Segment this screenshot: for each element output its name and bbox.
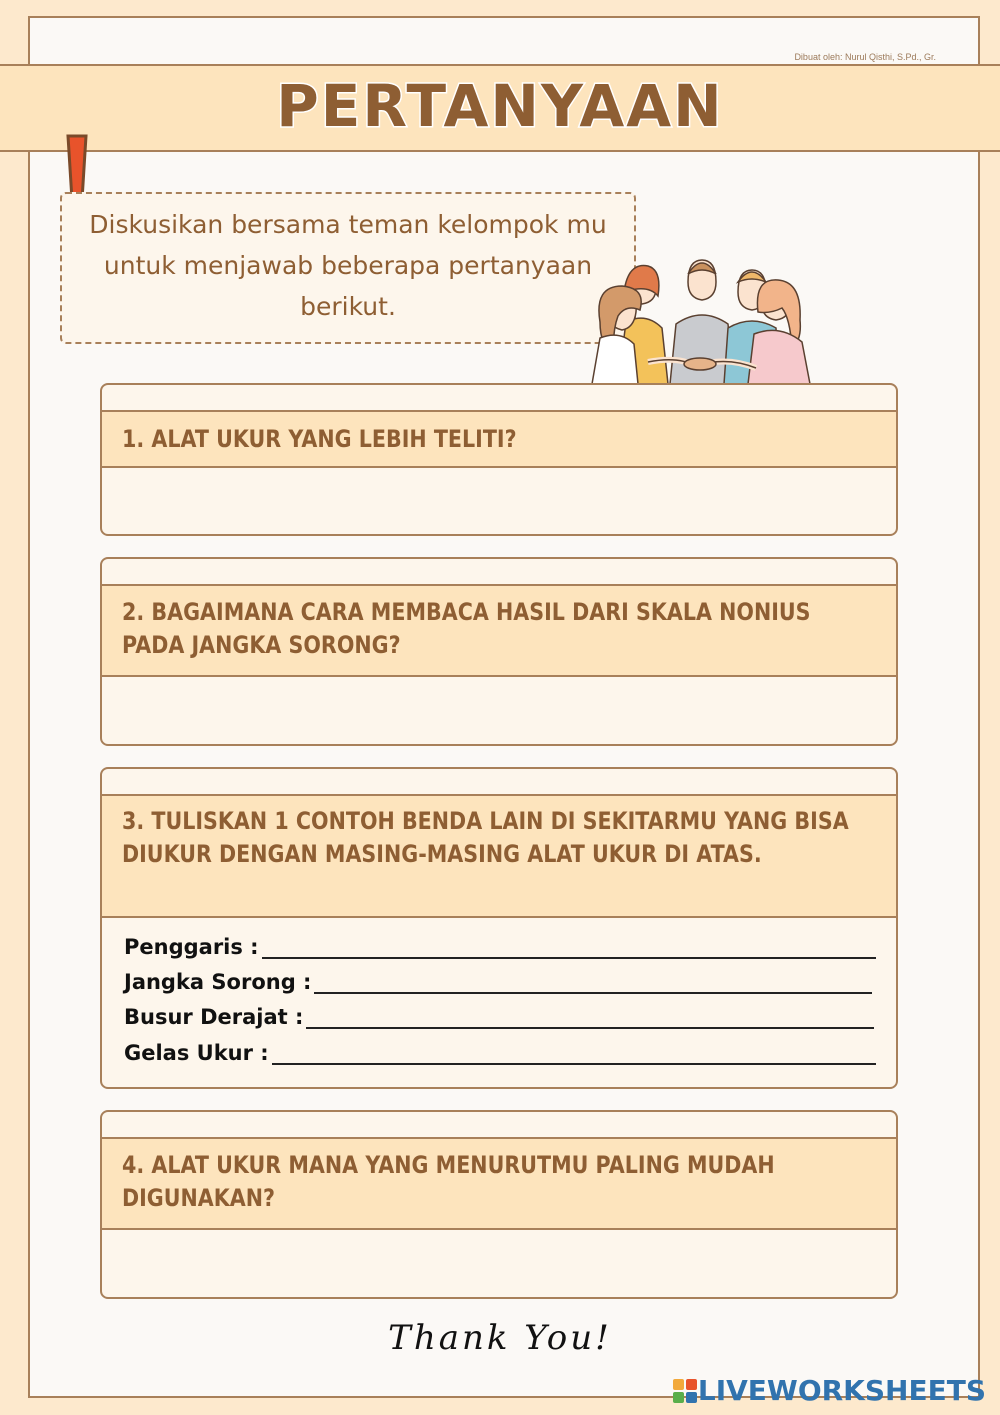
author-credit: Dibuat oleh: Nurul Qisthi, S.Pd., Gr. [794, 52, 936, 62]
page-title: PERTANYAAN [276, 72, 724, 140]
question-text-1: 1. ALAT UKUR YANG LEBIH TELITI? [122, 425, 517, 453]
question-card-3 [100, 767, 898, 1089]
answer-label-gelas-ukur: Gelas Ukur : [124, 1041, 269, 1065]
answer-line-gelas-ukur[interactable] [272, 1043, 876, 1065]
answer-line-penggaris[interactable] [262, 937, 876, 959]
question-card-1 [100, 383, 898, 536]
liveworksheets-logo[interactable] [672, 1374, 986, 1407]
answer-label-busur-derajat: Busur Derajat : [124, 1005, 304, 1029]
answer-row-penggaris [124, 931, 876, 959]
question-band-1 [102, 410, 896, 468]
question-text-4: 4. ALAT UKUR MANA YANG MENURUTMU PALING MUDAH DIGUNAKAN? [122, 1151, 775, 1212]
thank-you-signature: Thank You! [388, 1318, 612, 1358]
answer-row-jangka-sorong [124, 966, 872, 994]
question-band-4 [102, 1137, 896, 1230]
question-band-3 [102, 794, 896, 918]
question-text-3: 3. TULISKAN 1 CONTOH BENDA LAIN DI SEKITARMU YANG BISA DIUKUR DENGAN MASING-MASING ALAT UKUR DI ATAS. [122, 807, 849, 868]
answer-label-penggaris: Penggaris : [124, 935, 259, 959]
liveworksheets-icon [672, 1378, 698, 1404]
answer-label-jangka-sorong: Jangka Sorong : [124, 970, 312, 994]
team-illustration [588, 252, 818, 384]
question-card-4 [100, 1110, 898, 1299]
answer-line-busur-derajat[interactable] [306, 1007, 874, 1029]
question-card-2 [100, 557, 898, 746]
answer-row-gelas-ukur [124, 1037, 876, 1065]
question-band-2 [102, 584, 896, 677]
liveworksheets-wordmark: LIVEWORKSHEETS [697, 1374, 986, 1407]
question-text-2: 2. BAGAIMANA CARA MEMBACA HASIL DARI SKALA NONIUS PADA JANGKA SORONG? [122, 598, 811, 659]
answer-row-busur-derajat [124, 1001, 874, 1029]
instruction-text: Diskusikan bersama teman kelompok mu untuk menjawab beberapa pertanyaan berikut. [89, 210, 607, 321]
answer-line-jangka-sorong[interactable] [314, 972, 872, 994]
